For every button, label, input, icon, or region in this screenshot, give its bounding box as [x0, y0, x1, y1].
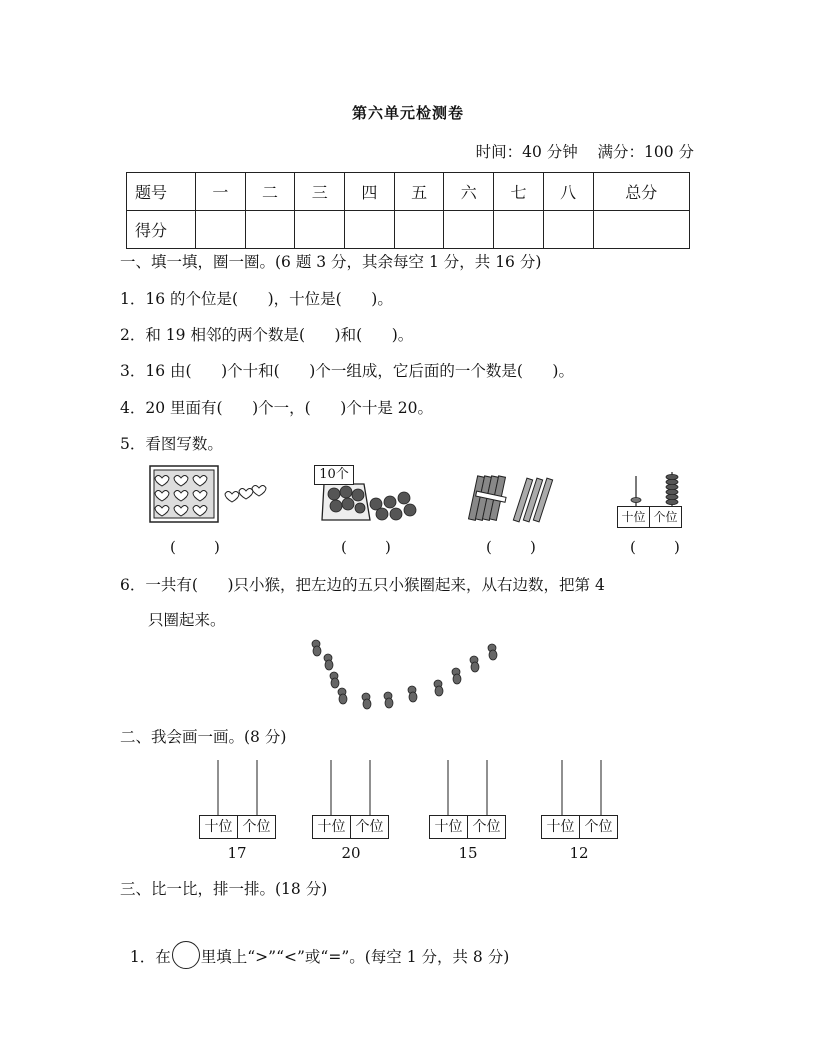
monkeys-illustration[interactable] [306, 636, 506, 716]
ones-label: 个位 [579, 816, 617, 838]
answer-blank[interactable]: ( ) [486, 538, 536, 556]
score-input-cell[interactable] [543, 211, 593, 249]
score-input-cell[interactable] [345, 211, 395, 249]
score-header-cell: 六 [444, 173, 494, 211]
tens-place-label: 十位 [621, 510, 646, 524]
score-table-header-row [127, 173, 690, 211]
heart-tray-illustration [148, 464, 268, 526]
tens-label: 十位 [434, 819, 463, 835]
question-3-1-prefix: 1．在 [129, 948, 171, 966]
score-row-label: 得分 [127, 211, 196, 249]
score-header-cell: 总分 [593, 173, 690, 211]
number-label: 20 [341, 844, 361, 862]
score-input-cell[interactable] [444, 211, 494, 249]
abacus-rods [200, 756, 620, 818]
place-value-box-1[interactable] [199, 815, 276, 839]
score-table-score-row [127, 211, 690, 249]
score-input-cell[interactable] [295, 211, 345, 249]
score-table [126, 172, 690, 249]
score-header-cell: 八 [543, 173, 593, 211]
tens-label: 十位 [204, 819, 233, 835]
question-1-6-cont: 只圈起来。 [148, 611, 226, 629]
score-header-cell: 二 [245, 173, 295, 211]
section-2-heading: 二、我会画一画。(8 分) [120, 728, 287, 746]
question-3-1-suffix: 里填上“>”“<”或“=”。(每空 1 分，共 8 分) [200, 948, 510, 966]
tens-label: 十位 [546, 819, 575, 835]
ones-label: 个位 [237, 816, 275, 838]
question-1-6: 6．一共有( )只小猴，把左边的五只小猴圈起来，从右边数，把第 4 [120, 576, 605, 594]
score-header-cell: 题号 [127, 173, 196, 211]
exam-meta: 时间：40 分钟 满分：100 分 [475, 143, 694, 161]
score-header-cell: 四 [345, 173, 395, 211]
ones-label: 个位 [467, 816, 505, 838]
abacus-place-box [617, 506, 682, 528]
question-1-5: 5．看图写数。 [120, 435, 223, 453]
score-input-cell[interactable] [196, 211, 246, 249]
number-label: 17 [227, 844, 247, 862]
score-input-cell[interactable] [245, 211, 295, 249]
page-title: 第六单元检测卷 [351, 104, 464, 122]
section-3-heading: 三、比一比，排一排。(18 分) [120, 880, 328, 898]
answer-circle[interactable] [172, 941, 200, 969]
answer-blank[interactable]: ( ) [630, 538, 680, 556]
score-header-cell: 一 [196, 173, 246, 211]
question-1-2: 2．和 19 相邻的两个数是( )和( )。 [120, 326, 414, 344]
ones-place-label: 个位 [649, 507, 681, 527]
score-header-cell: 五 [394, 173, 444, 211]
question-1-1: 1．16 的个位是( )，十位是( )。 [120, 290, 393, 308]
place-value-box-4[interactable] [541, 815, 618, 839]
score-input-cell[interactable] [593, 211, 690, 249]
answer-blank[interactable]: ( ) [341, 538, 391, 556]
score-header-cell: 七 [494, 173, 544, 211]
answer-blank[interactable]: ( ) [170, 538, 220, 556]
score-input-cell[interactable] [394, 211, 444, 249]
place-value-box-3[interactable] [429, 815, 506, 839]
score-input-cell[interactable] [494, 211, 544, 249]
section-1-heading: 一、填一填，圈一圈。(6 题 3 分，其余每空 1 分，共 16 分) [120, 253, 542, 271]
number-label: 15 [458, 844, 478, 862]
question-1-3: 3．16 由( )个十和( )个一组成，它后面的一个数是( )。 [120, 362, 574, 380]
question-3-1 [120, 923, 509, 969]
stick-bundle-illustration [468, 468, 564, 526]
place-value-box-2[interactable] [312, 815, 389, 839]
score-header-cell: 三 [295, 173, 345, 211]
ones-label: 个位 [350, 816, 388, 838]
tens-label: 十位 [317, 819, 346, 835]
number-label: 12 [569, 844, 589, 862]
bag-label: 10个 [314, 465, 354, 485]
question-1-4: 4．20 里面有( )个一，( )个十是 20。 [120, 399, 433, 417]
